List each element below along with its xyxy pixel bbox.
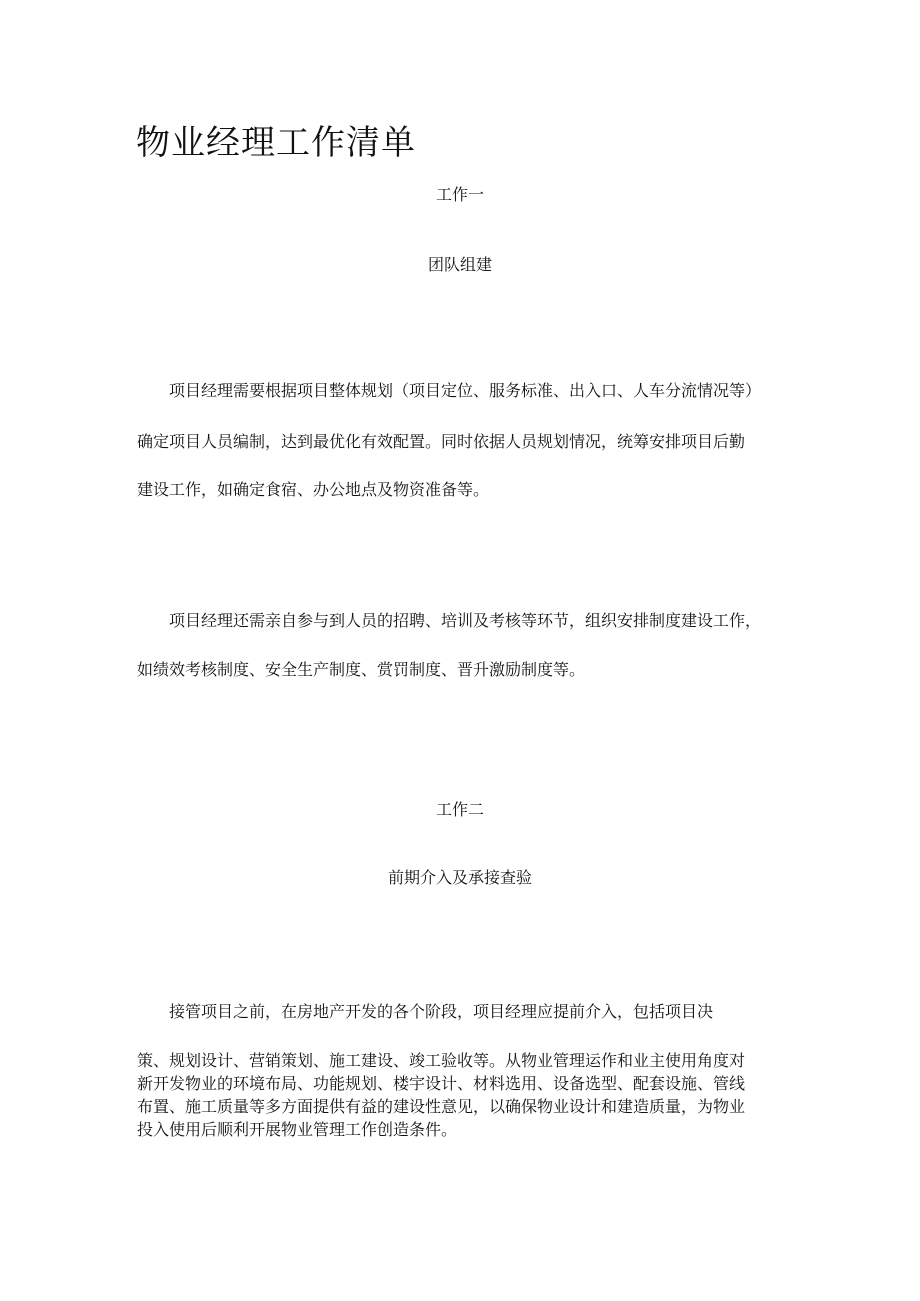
paragraph-line: 建设工作，如确定食宿、办公地点及物资准备等。 xyxy=(137,480,490,499)
section-heading-2: 工作二 xyxy=(435,800,484,819)
paragraph-line: 确定项目人员编制，达到最优化有效配置。同时依据人员规划情况，统筹安排项目后勤 xyxy=(137,432,746,451)
paragraph-line: 接管项目之前，在房地产开发的各个阶段，项目经理应提前介入，包括项目决 xyxy=(169,1002,714,1021)
paragraph-line: 策、规划设计、营销策划、施工建设、竣工验收等。从物业管理运作和业主使用角度对 xyxy=(137,1051,746,1070)
paragraph-line: 项目经理需要根据项目整体规划（项目定位、服务标准、出入口、人车分流情况等） xyxy=(169,381,762,400)
paragraph-line: 新开发物业的环境布局、功能规划、楼宇设计、材料选用、设备选型、配套设施、管线 xyxy=(137,1074,746,1093)
paragraph-line: 投入使用后顺利开展物业管理工作创造条件。 xyxy=(137,1120,458,1139)
paragraph-line: 如绩效考核制度、安全生产制度、赏罚制度、晋升激励制度等。 xyxy=(137,660,586,679)
section-subheading-2: 前期介入及承接查验 xyxy=(387,868,532,887)
section-subheading-1: 团队组建 xyxy=(427,255,492,274)
document-title: 物业经理工作清单 xyxy=(136,123,416,163)
section-heading-1: 工作一 xyxy=(435,185,484,204)
paragraph-line: 布置、施工质量等多方面提供有益的建设性意见，以确保物业设计和建造质量，为物业 xyxy=(137,1097,746,1116)
paragraph-line: 项目经理还需亲自参与到人员的招聘、培训及考核等环节，组织安排制度建设工作， xyxy=(169,611,762,630)
